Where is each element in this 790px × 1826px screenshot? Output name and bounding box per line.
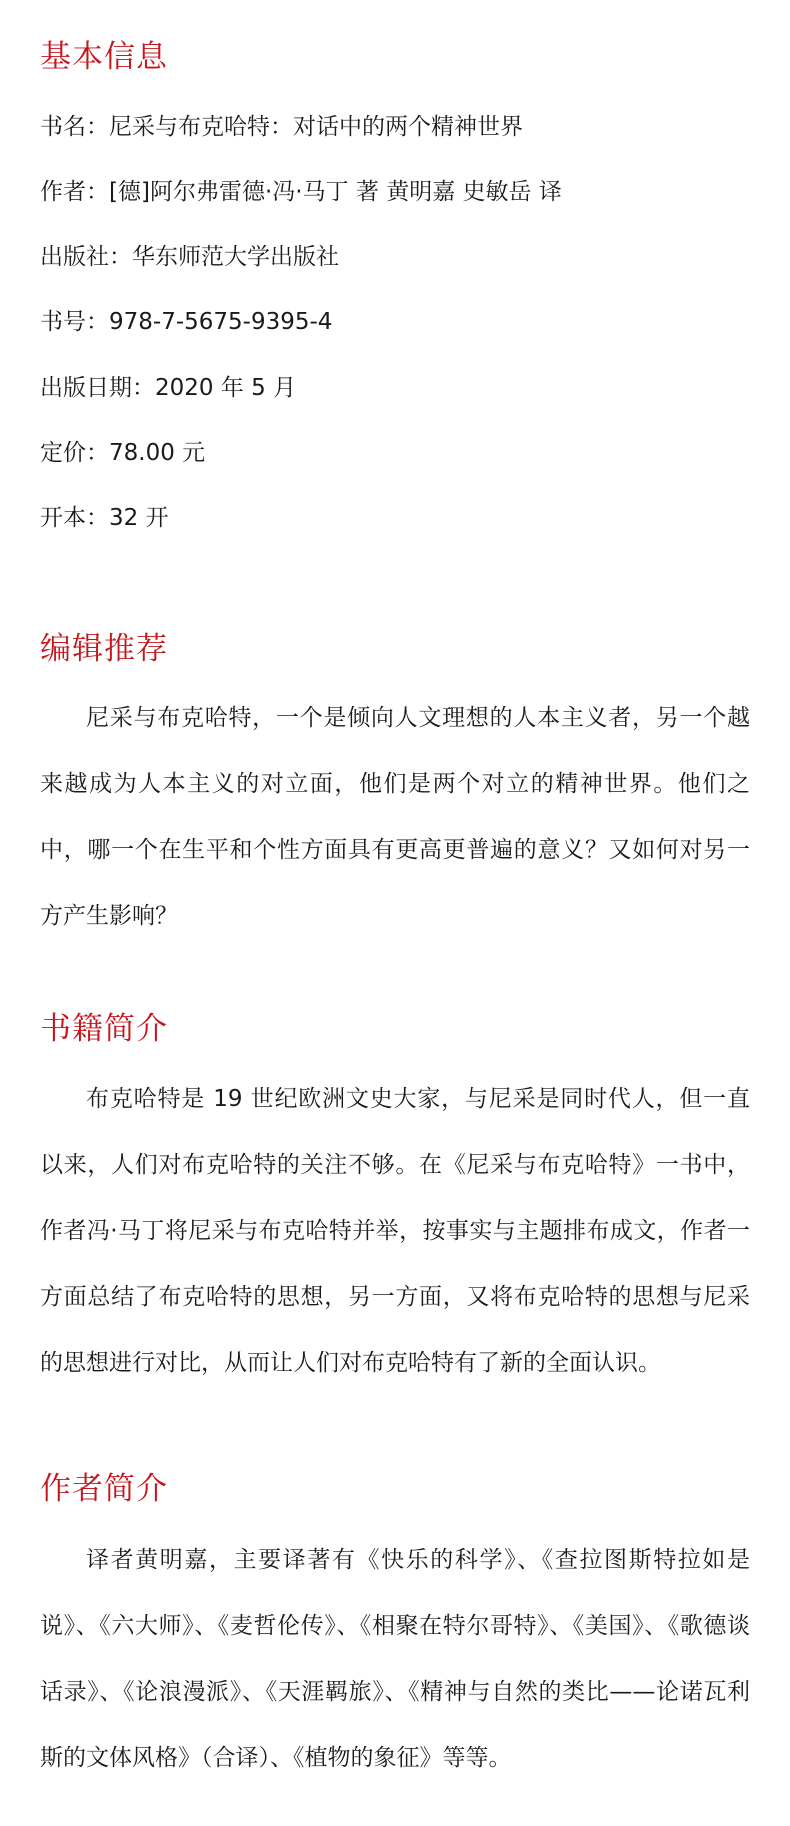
info-line-price: 定价：78.00 元 xyxy=(40,440,206,466)
author-intro-text: 译者黄明嘉，主要译著有《快乐的科学》、《查拉图斯特拉如是说》、《六大师》、《麦哲伦传》、《相聚在特尔哥特》、《美国》、《歌德谈话录》、《论浪漫派》、《天涯羁旅》、《精神与自然的类比——论诺瓦利斯的文体风格》（合译）、《植物的象征》等等。 xyxy=(40,1547,750,1771)
info-line-publisher: 出版社：华东师范大学出版社 xyxy=(40,244,339,270)
info-line-author: 作者：[德]阿尔弗雷德·冯·马丁 著 黄明嘉 史敏岳 译 xyxy=(40,179,562,205)
info-line-format: 开本：32 开 xyxy=(40,505,169,531)
section-title-book-intro: 书籍简介 xyxy=(40,1011,168,1047)
info-line-title: 书名：尼采与布克哈特：对话中的两个精神世界 xyxy=(40,114,523,140)
section-title-basic-info: 基本信息 xyxy=(40,39,168,75)
info-line-pub-date: 出版日期：2020 年 5 月 xyxy=(40,375,297,401)
editor-recommendation-text: 尼采与布克哈特，一个是倾向人文理想的人本主义者，另一个越来越成为人本主义的对立面，他们是两个对立的精神世界。他们之中，哪一个在生平和个性方面具有更高更普遍的意义？又如何对另一方产生影响？ xyxy=(40,705,750,929)
info-line-isbn: 书号：978-7-5675-9395-4 xyxy=(40,309,333,335)
book-intro-text: 布克哈特是 19 世纪欧洲文史大家，与尼采是同时代人，但一直以来，人们对布克哈特的关注不够。在《尼采与布克哈特》一书中，作者冯·马丁将尼采与布克哈特并举，按事实与主题排布成文，作者一方面总结了布克哈特的思想，另一方面，又将布克哈特的思想与尼采的思想进行对比，从而让人们对布克哈特有了新的全面认识。 xyxy=(40,1086,750,1376)
section-title-author-intro: 作者简介 xyxy=(40,1471,168,1507)
section-title-editor-recommendation: 编辑推荐 xyxy=(40,631,168,667)
